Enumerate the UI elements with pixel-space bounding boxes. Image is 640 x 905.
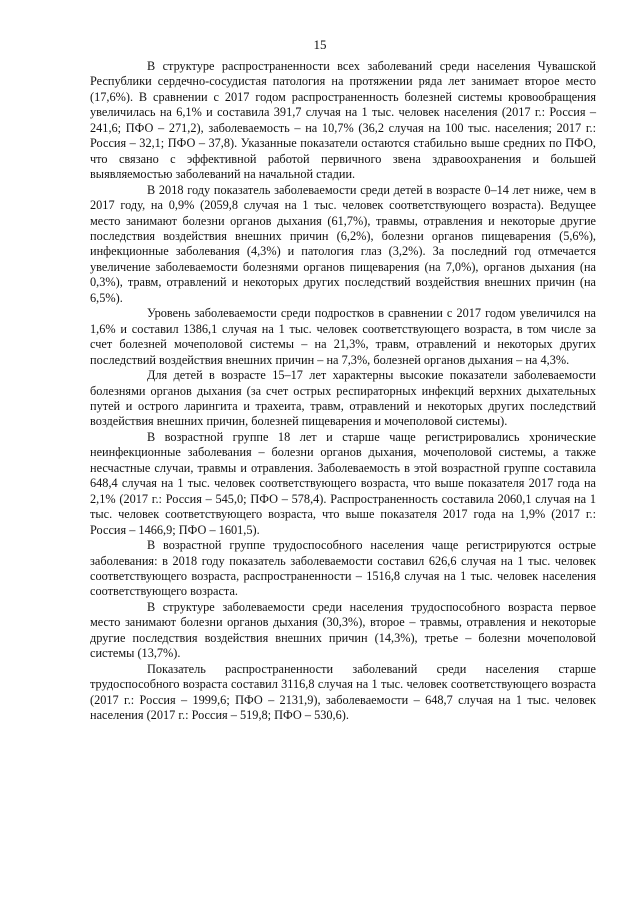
paragraph-working-age: В возрастной группе трудоспособного населения чаще регистрируются острые заболевания: в 2018 году показатель заболеваемости составил 626,6 случая на 1 тыс. человек соответствующего возраста, распространенности – 1516,8 случая на 1 тыс. человек населения соответствующего возраста. [90,538,596,599]
document-body [90,59,596,723]
paragraph-adolescents: Уровень заболеваемости среди подростков в сравнении с 2017 годом увеличился на 1,6% и составил 1386,1 случая на 1 тыс. человек соответствующего возраста, в том числе за счет болезней мочеполовой системы – на 21,3%, травм, отравлений и некоторых других последствий воздействия внешних причин – на 7,3%, болезней органов дыхания – на 4,3%. [90,306,596,367]
paragraph-children-0-14: В 2018 году показатель заболеваемости среди детей в возрасте 0–14 лет ниже, чем в 2017 году, на 0,9% (2059,8 случая на 1 тыс. человек соответствующего возраста). Ведущее место занимают болезни органов дыхания (61,7%), травмы, отравления и некоторые другие последствия воздействия внешних причин (6,2%), болезни органов пищеварения (5,6%), инфекционные заболевания (4,3%) и патология глаз (3,2%). За последний год отмечается увеличение заболеваемости болезнями органов пищеварения (на 7,0%), органов дыхания (на 0,3%), травм, отравлений и некоторых других последствий воздействия внешних причин (на 6,5%). [90,182,596,305]
paragraph-adults-18-plus: В возрастной группе 18 лет и старше чаще регистрировались хронические неинфекционные заболевания – болезни органов дыхания, мочеполовой системы, а также несчастные случаи, травмы и отравления. Заболеваемость в этой возрастной группе составила 648,4 случая на 1 тыс. человек соответствующего возраста, что выше показателя 2017 года на 2,1% (2017 г.: Россия – 545,0; ПФО – 578,4). Распространенность составила 2060,1 случая на 1 тыс. человек соответствующего возраста, что выше показателя 2017 года на 1,9% (2017 г.: Россия – 1466,9; ПФО – 1601,5). [90,429,596,537]
paragraph-older-than-working-age: Показатель распространенности заболеваний среди населения старше трудоспособного возраста составил 3116,8 случая на 1 тыс. человек соответствующего возраста (2017 г.: Россия – 1999,6; ПФО – 2131,9), заболеваемости – 648,7 случая на 1 тыс. человек населения (2017 г.: Россия – 519,8; ПФО – 530,6). [90,661,596,723]
paragraph-children-15-17: Для детей в возрасте 15–17 лет характерны высокие показатели заболеваемости болезнями органов дыхания (за счет острых респираторных инфекций верхних дыхательных путей и острого ларингита и трахеита, травм, отравлений и некоторых других последствий воздействия внешних причин, болезней пищеварения и мочеполовой системы). [90,368,596,429]
paragraph-cardiovascular: В структуре распространенности всех заболеваний среди населения Чувашской Республики сердечно-сосудистая патология на протяжении ряда лет занимает второе место (17,6%). В сравнении с 2017 годом распространенность болезней системы кровообращения увеличилась на 6,1% и составила 391,7 случая на 1 тыс. человек населения (2017 г.: Россия – 241,6; ПФО – 271,2), заболеваемость – на 10,7% (36,2 случая на 100 тыс. населения; 2017 г.: Россия – 32,1; ПФО – 37,8). Указанные показатели остаются стабильно выше средних по ПФО, что связано с эффективной работой первичного звена здравоохранения и большей выявляемостью заболеваний на начальной стадии. [90,59,596,182]
page-number: 15 [313,37,327,52]
paragraph-working-age-structure: В структуре заболеваемости среди населения трудоспособного возраста первое место занимают болезни органов дыхания (30,3%), второе – травмы, отравления и некоторые другие последствия воздействия внешних причин (14,3%), третье – болезни мочеполовой системы (13,7%). [90,599,596,661]
